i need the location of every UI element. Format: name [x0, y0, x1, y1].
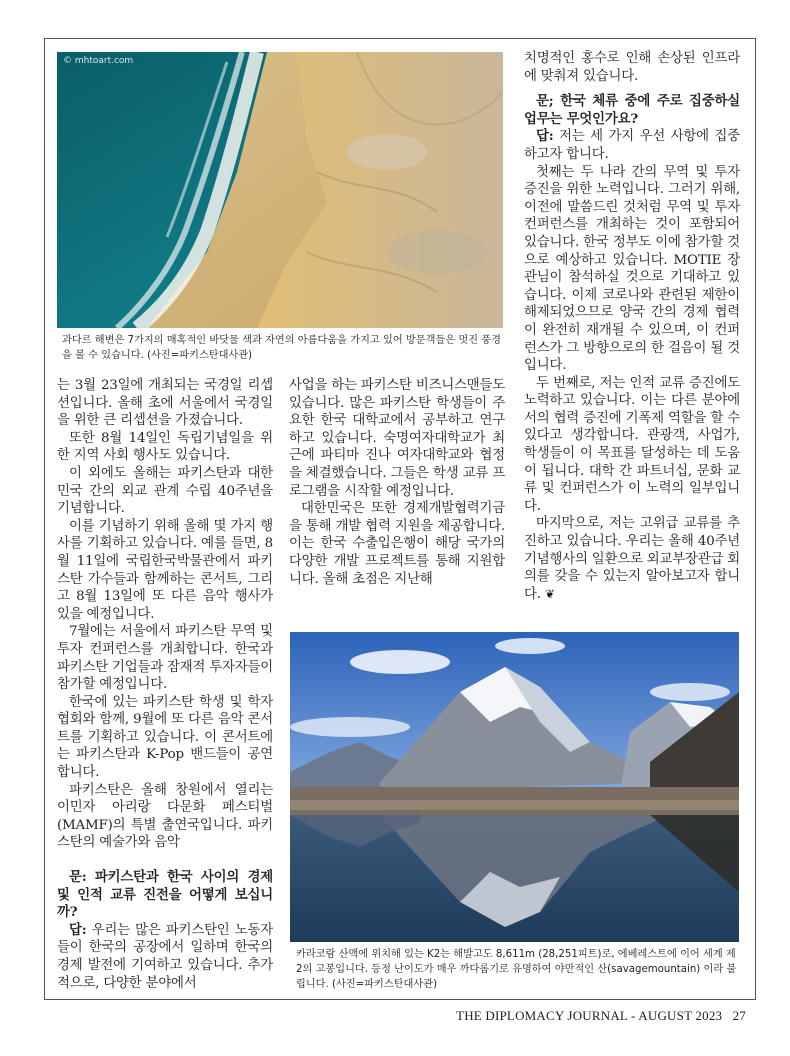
quill-icon: ❦ — [544, 586, 555, 601]
interview-answer: 답: 우리는 많은 파키스탄인 노동자들이 한국의 공장에서 일하며 한국의 경제 발전에 기여하고 있습니다. 추가적으로, 다양한 분야에서 — [57, 921, 273, 991]
paragraph: 한국에 있는 파키스탄 학생 및 학자 협회와 함께, 9월에 또 다른 음악 콘서트를 기획하고 있습니다. 이 콘서트에는 파키스탄과 K-Pop 밴드들이 공연합니다. — [57, 694, 273, 781]
answer-label: 답: — [536, 128, 554, 145]
page-footer — [456, 1008, 746, 1024]
paragraph: 이 외에도 올해는 파키스탄과 대한민국 간의 외교 관계 수립 40주년을 기념합니다. — [57, 465, 273, 517]
interview-question: 문; 한국 체류 중에 주로 집중하실 업무는 무엇인가요? — [524, 93, 740, 127]
paragraph: 는 3월 23일에 개최되는 국경일 리셉션입니다. 올해 초에 서울에서 국경일을 위한 큰 리셉션을 가졌습니다. — [57, 378, 273, 429]
paragraph: 또한 8월 14일인 독립기념일을 위한 지역 사회 행사도 있습니다. — [57, 430, 273, 464]
paragraph: 두 번째로, 저는 인적 교류 증진에도 노력하고 있습니다. 이는 다른 분야에서의 협력 증진에 기폭제 역할을 할 수 있다고 생각합니다. 관광객, 사업가, 학생들이 이 목표를 달성하는 데 도움이 됩니다. 대학 간 파트너십, 문화 교류 및 컨퍼런스가 이 노력의 일부입니다. — [524, 375, 740, 514]
beach-illustration — [57, 52, 503, 328]
paragraph: 치명적인 홍수로 인해 손상된 인프라에 맞춰져 있습니다. — [524, 51, 740, 84]
paragraph: 마지막으로, 저는 고위급 교류를 추진하고 있습니다. 우리는 올해 40주년 기념행사의 일환으로 외교부장관급 회의를 갖을 수 있는지 알아보고자 합니다. ❦ — [524, 516, 740, 602]
mountain-illustration — [290, 632, 739, 942]
article-column-3 — [524, 50, 740, 603]
article-column-1 — [57, 377, 273, 992]
beach-photo-caption: 과다르 해변은 7가지의 매혹적인 바닷물 색과 자연의 아름다움을 가지고 있어 방문객들은 멋진 풍경을 볼 수 있습니다. (사진=파키스탄대사관) — [62, 335, 501, 361]
k2-mountain-photo — [290, 632, 739, 942]
paragraph: 파키스탄은 올해 창원에서 열리는 이민자 아리랑 다문화 페스티벌(MAMF)의 특별 출연국입니다. 파키스탄의 예술가와 음악 — [57, 782, 273, 851]
paragraph: 7월에는 서울에서 파키스탄 무역 및 투자 컨퍼런스를 개최합니다. 한국과 파키스탄 기업들과 잠재적 투자자들이 참가할 예정입니다. — [57, 624, 273, 693]
journal-name: THE DIPLOMACY JOURNAL - AUGUST 2023 — [456, 1008, 723, 1023]
paragraph: 이를 기념하기 위해 올해 몇 가지 행사를 기획하고 있습니다. 예를 들면, 8월 11일에 국립한국박물관에서 파키스탄 가수들과 함께하는 콘서트, 그리고 8월 13일에 또 다른 음악 행사가 있을 예정입니다. — [57, 518, 273, 622]
page-number: 27 — [732, 1008, 746, 1023]
answer-label: 답: — [69, 921, 87, 938]
paragraph: 첫째는 두 나라 간의 무역 및 투자 증진을 위한 노력입니다. 그러기 위해, 이전에 말씀드린 것처럼 무역 및 투자 컨퍼런스를 개최하는 것이 포함되어 있습니다. 한국 정부도 이에 참가할 것으로 예상하고 있습니다. MOTIE 장관님이 참석하실 것으로 기대하고 있습니다. 이제 코로나와 관련된 제한이 해제되었으므로 양국 간의 경제 협력이 완전히 재개될 수 있으며, 이 컨퍼런스가 그 방향으로의 한 걸음이 될 것입니다. — [524, 164, 740, 374]
paragraph: 사업을 하는 파키스탄 비즈니스맨들도 있습니다. 많은 파키스탄 학생들이 주요한 한국 대학교에서 공부하고 연구하고 있습니다. 숙명여자대학교가 최근에 파티마 진나 여자대학교와 협정을 체결했습니다. 그들은 학생 교류 프로그램을 시작할 예정입니다. — [289, 378, 505, 499]
k2-photo-caption: 카라코람 산맥에 위치해 있는 K2는 해발고도 8,611m (28,251피트)로, 에베레스트에 이어 세계 제2의 고봉입니다. 등정 난이도가 매우 까다롭기로 유명하여 야만적인 산(savagemountain) 이라 불립니다. (사진=파키스탄대사관) — [296, 949, 737, 990]
interview-answer: 답: 저는 세 가지 우선 사항에 집중하고자 합니다. — [524, 128, 740, 162]
beach-photo — [57, 52, 503, 328]
article-column-2 — [289, 377, 505, 588]
paragraph: 대한민국은 또한 경제개발협력기금을 통해 개발 협력 지원을 제공합니다. 이는 한국 수출입은행이 해당 국가의 다양한 개발 프로젝트를 통해 지원합니다. 올해 초점은 지난해 — [289, 501, 505, 587]
interview-question: 문: 파키스탄과 한국 사이의 경제 및 인적 교류 진전을 어떻게 보십니까? — [57, 869, 273, 921]
watermark: © mhtoart.com — [63, 56, 134, 66]
